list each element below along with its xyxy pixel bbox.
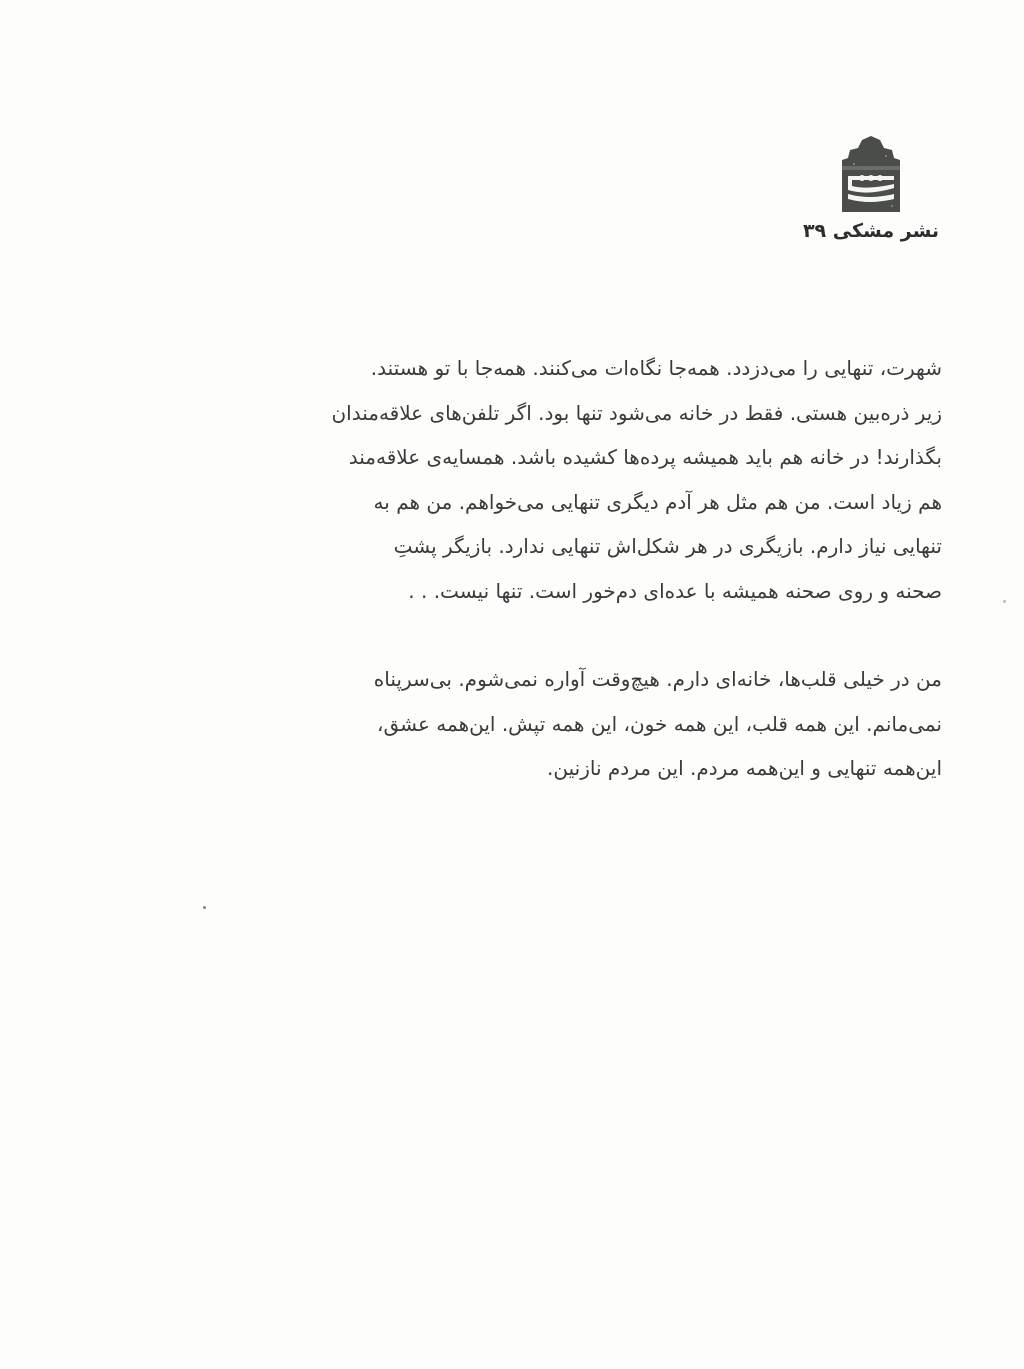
paragraph-2	[170, 657, 942, 791]
text-line: بگذارند! در خانه هم باید همیشه پرده‌ها کشیده باشد. همسایه‌ی علاقه‌مند	[348, 445, 942, 469]
text-line: من در خیلی قلب‌ها، خانه‌ای دارم. هیچ‌وقت آواره نمی‌شوم. بی‌سرپناه	[373, 667, 942, 691]
text-line: صحنه و روی صحنه همیشه با عده‌ای دم‌خور است. تنها نیست. . .	[408, 578, 942, 603]
paper-speck	[1003, 600, 1006, 603]
paragraph-1	[170, 346, 942, 613]
text-line: نمی‌مانم. این همه قلب، این همه خون، این همه تپش. این‌همه عشق،	[377, 711, 942, 736]
text-line: هم زیاد است. من هم مثل هر آدم دیگری تنهایی می‌خواهم. من هم به	[373, 489, 942, 514]
text-line: تنهایی نیاز دارم. بازیگری در هر شکل‌اش تنهایی ندارد. بازیگر پشتِ	[393, 534, 942, 558]
publisher-emblem-icon	[838, 134, 904, 214]
page-body	[170, 346, 942, 791]
text-line: این‌همه تنهایی و این‌همه مردم. این مردم نازنین.	[547, 756, 942, 780]
publisher-caption: نشر مشکی ۳۹	[802, 220, 940, 242]
text-line: شهرت، تنهایی را می‌دزدد. همه‌جا نگاه‌ات می‌کنند. همه‌جا با تو هستند.	[370, 356, 942, 380]
publisher-logo	[802, 134, 940, 242]
text-line: زیر ذره‌بین هستی. فقط در خانه می‌شود تنها بود. اگر تلفن‌های علاقه‌مندان	[331, 400, 942, 425]
paper-speck	[203, 906, 206, 909]
